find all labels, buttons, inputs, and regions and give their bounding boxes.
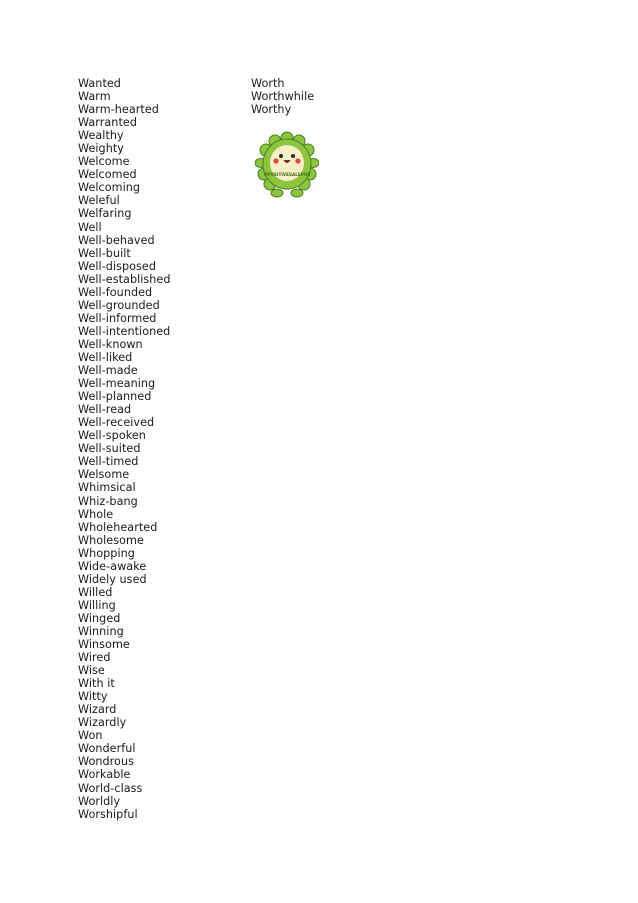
word-entry: Well-made bbox=[78, 364, 138, 378]
word-entry: Weighty bbox=[78, 142, 124, 156]
word-entry: Welfaring bbox=[78, 207, 132, 221]
word-entry: Winning bbox=[78, 624, 124, 638]
word-entry: Wonderful bbox=[78, 742, 136, 756]
word-entry: Well-established bbox=[78, 272, 171, 286]
word-entry: Well-liked bbox=[78, 350, 133, 364]
word-entry: Warm-hearted bbox=[78, 103, 159, 117]
word-entry: Wealthy bbox=[78, 129, 124, 143]
mascot-right-cheek bbox=[295, 158, 300, 163]
word-entry: Welcome bbox=[78, 155, 130, 169]
word-column-right bbox=[251, 77, 401, 116]
word-entry: Winged bbox=[78, 611, 121, 625]
word-entry: Whimsical bbox=[78, 481, 136, 495]
mascot-right-eye bbox=[291, 154, 295, 158]
word-entry: Well-informed bbox=[78, 311, 157, 325]
word-entry: Welcomed bbox=[78, 168, 137, 182]
word-entry: Well-received bbox=[78, 416, 155, 430]
word-entry: Wholehearted bbox=[78, 520, 158, 534]
word-entry: Well-behaved bbox=[78, 233, 155, 247]
word-entry: Wizard bbox=[78, 703, 117, 717]
word-entry: Worthy bbox=[251, 103, 292, 117]
word-entry: Witty bbox=[78, 690, 108, 704]
word-entry: With it bbox=[78, 677, 115, 691]
word-entry: Well-built bbox=[78, 246, 131, 260]
mascot-left-cheek bbox=[273, 158, 278, 163]
word-entry: World-class bbox=[78, 781, 143, 795]
word-entry: Wide-awake bbox=[78, 559, 147, 573]
turtle-mascot-sticker bbox=[255, 130, 319, 200]
word-entry: Well-spoken bbox=[78, 429, 146, 443]
word-entry: Wondrous bbox=[78, 755, 134, 769]
word-entry: Worthwhile bbox=[251, 90, 315, 104]
word-entry: Willing bbox=[78, 598, 116, 612]
word-entry: Whole bbox=[78, 507, 114, 521]
word-entry: Well-known bbox=[78, 337, 143, 351]
word-entry: Well-meaning bbox=[78, 377, 156, 391]
word-entry: Willed bbox=[78, 585, 113, 599]
word-entry: Welcoming bbox=[78, 181, 141, 195]
word-entry: Well-suited bbox=[78, 442, 141, 456]
word-entry: Worshipful bbox=[78, 807, 138, 821]
word-entry: Well bbox=[78, 220, 102, 234]
word-entry: Welsome bbox=[78, 468, 130, 482]
word-entry: Well-grounded bbox=[78, 298, 160, 312]
word-entry: Whiz-bang bbox=[78, 494, 138, 508]
mascot-left-foot bbox=[271, 189, 283, 197]
mascot-caption: #POSITIVESALEPUS bbox=[263, 172, 311, 177]
word-entry: Workable bbox=[78, 768, 131, 782]
mascot-right-foot bbox=[291, 189, 303, 197]
word-entry: Well-read bbox=[78, 403, 132, 417]
word-entry: Well-intentioned bbox=[78, 324, 171, 338]
word-entry: Weleful bbox=[78, 194, 120, 208]
word-entry: Well-planned bbox=[78, 390, 152, 404]
word-entry: Warm bbox=[78, 90, 111, 104]
word-entry: Worth bbox=[251, 77, 285, 90]
word-entry: Wise bbox=[78, 664, 105, 678]
word-entry: Wholesome bbox=[78, 533, 144, 547]
word-entry: Whopping bbox=[78, 546, 135, 560]
word-entry: Wanted bbox=[78, 77, 121, 90]
word-entry: Won bbox=[78, 729, 103, 743]
word-entry: Warranted bbox=[78, 116, 137, 130]
mascot-left-eye bbox=[279, 154, 283, 158]
word-column-left bbox=[78, 77, 248, 821]
word-entry: Winsome bbox=[78, 638, 130, 652]
word-entry: Widely used bbox=[78, 572, 147, 586]
word-entry: Wired bbox=[78, 651, 111, 665]
word-entry: Well-timed bbox=[78, 455, 139, 469]
word-entry: Well-founded bbox=[78, 285, 153, 299]
word-entry: Worldly bbox=[78, 794, 121, 808]
word-entry: Wizardly bbox=[78, 716, 127, 730]
word-entry: Well-disposed bbox=[78, 259, 156, 273]
